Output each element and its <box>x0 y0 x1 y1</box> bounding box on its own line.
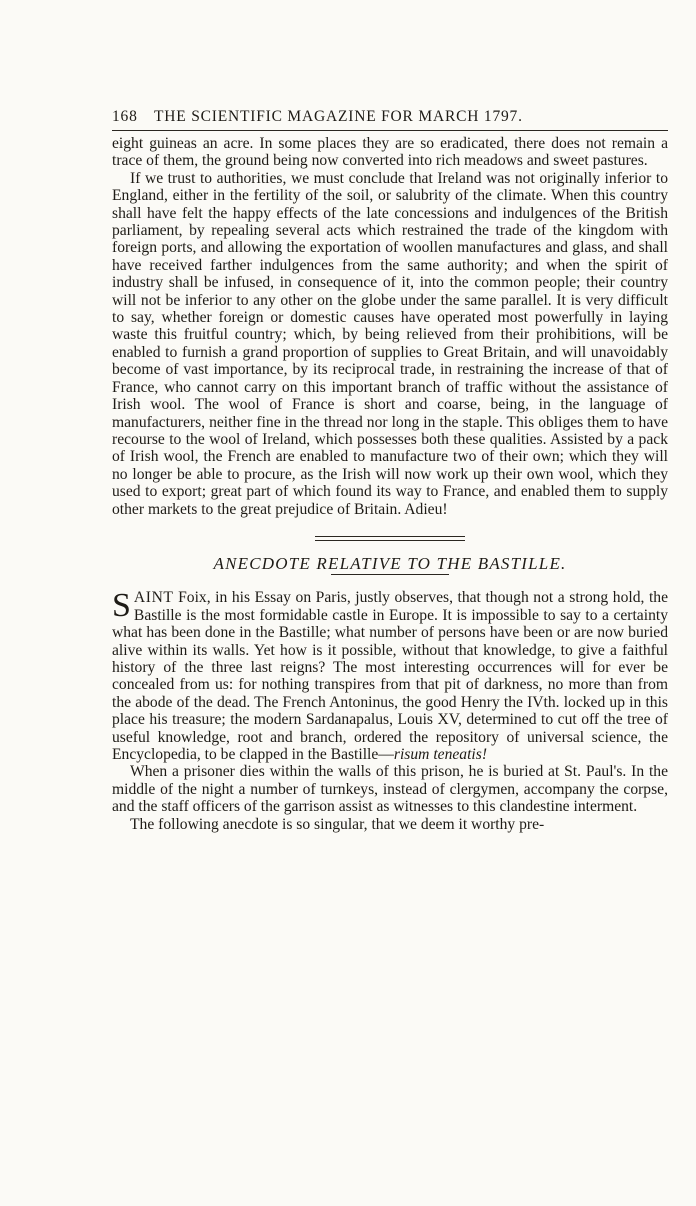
article-paragraph-2: When a prisoner dies within the walls of this prison, he is buried at St. Paul's. In the middle of the night a number of turnkeys, instead of clergymen, accompany the corpse, and the staff officers of the garrison assist as witnesses to this clandestine interment. <box>112 763 668 816</box>
body-text <box>112 135 668 833</box>
paragraph-ireland: If we trust to authorities, we must conclude that Ireland was not originally inferior to England, either in the fertility of the soil, or salubrity of the climate. When this country shall have felt the happy effects of the late concessions and indulgences of the British parliament, by repealing several acts which restrained the trade of the kingdom with foreign ports, and allowing the exportation of woollen manufactures and glass, and shall have received farther indulgences from the same authority; and when the spirit of industry shall be infused, in consequence of it, into the common people; their country will not be inferior to any other on the globe under the same parallel. It is very difficult to say, whether foreign or domestic causes have operated most powerfully in laying waste this fruitful country; which, by being relieved from their prohibitions, will be enabled to furnish a grand proportion of supplies to Great Britain, and will unavoidably become of vast importance, by its reciprocal trade, in restraining the increase of that of France, who cannot carry on this important branch of traffic without the assistance of Irish wool. The wool of France is short and coarse, being, in the language of manufacturers, neither fine in the thread nor long in the staple. This obliges them to have recourse to the wool of Ireland, which possesses both these qualities. Assisted by a pack of Irish wool, the French are enabled to manufacture two of their own; which they will no longer be able to procure, as the Irish will now work up their own wool, which they used to export; great part of which found its way to France, and enabled them to supply other markets to the great prejudice of Britain. Adieu! <box>112 169 668 518</box>
drop-cap: S <box>112 587 131 625</box>
latin-phrase: risum teneatis! <box>393 746 488 763</box>
article-paragraph-3: The following anecdote is so singular, that we deem it worthy pre- <box>130 815 545 833</box>
section-separator <box>315 536 465 541</box>
running-title: THE SCIENTIFIC MAGAZINE FOR MARCH 1797. <box>154 108 523 125</box>
page-number: 168 <box>112 108 138 125</box>
header-rule <box>112 130 668 131</box>
running-header <box>112 108 668 126</box>
title-underline <box>331 574 449 575</box>
article-title: ANECDOTE RELATIVE TO THE BASTILLE. <box>213 553 567 573</box>
article-paragraph-1 <box>112 589 668 763</box>
article-paragraph-1-text: Foix, in his Essay on Paris, justly observes, that though not a strong hold, the Bastille is the most formidable castle in Europe. It is impossible to say to a certainty what has been done in the Bastille; what number of persons have been or are now buried alive within its walls. Yet how is it possible, without that knowledge, to give a faithful history of the three last reigns? The most interesting occurrences will for ever be concealed from us: for nothing transpires from that pit of darkness, no more than from the abode of the dead. The French Antoninus, the good Henry the IVth. locked up in this place his treasure; the modern Sardanapalus, Louis XV, determined to cut off the tree of useful knowledge, root and branch, ordered the repository of universal science, the Encyclopedia, to be clapped in the Bastille— <box>112 589 668 763</box>
small-caps-lead: AINT <box>133 589 174 607</box>
paragraph-continuation: eight guineas an acre. In some places they are so eradicated, there does not remain a trace of them, the ground being now converted into rich meadows and sweet pastures. <box>112 135 668 170</box>
